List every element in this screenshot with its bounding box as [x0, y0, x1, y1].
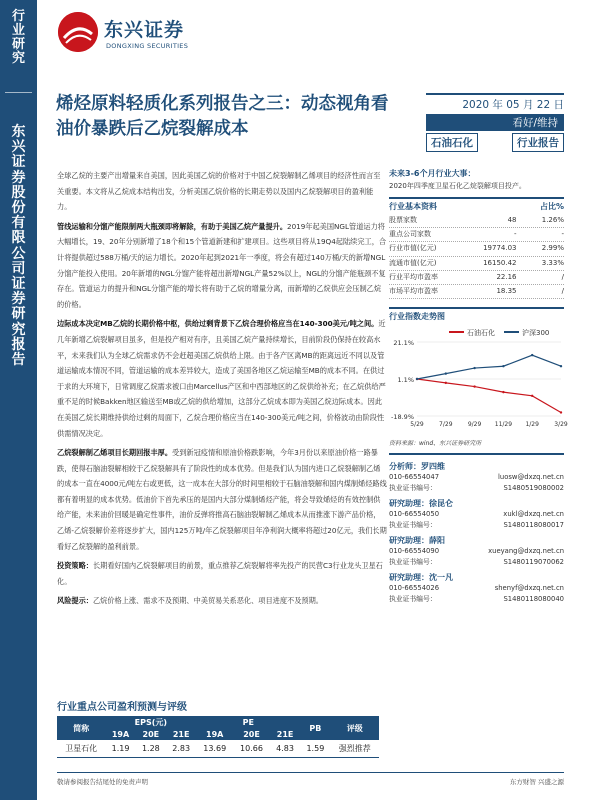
- right-column: [389, 168, 568, 605]
- analyst-phone: 010-66554090: [389, 547, 440, 556]
- paragraph-text: 近几年新增乙烷裂解项目虽多，但是投产相对有序，且美国乙烷产量持续增长，目前阶段仍保持在较高水平，未来我们认为全球乙烷需求仍不会赶超美国乙烷供给上限。由于各产区离MB的距离远近不同以及管道运输成本情况不同，管道运输的成本差异较大，造成了美国各地区乙烷运输至MB的成本不同。在供过于求的大环境下，日常调度乙烷需求被口由Marcellus产区和中西部地区的乙烷供给补充；在乙烷供给严重不足的时候Bakken地区输送至MB或乙烷的供给增加，这部分乙烷成本即为美国乙烷边际成本。因此在美国乙烷长期维持供给过剩的局面下，乙烷合理价格应当在140-300美元/吨之间，价格波动由阶段性供需情况决定。: [57, 319, 386, 438]
- basic-info-cell: 股票家数: [389, 216, 417, 224]
- page-footer: [57, 772, 564, 786]
- analyst-email[interactable]: luosw@dxzq.net.cn: [498, 473, 564, 482]
- analyst-cert: [389, 557, 564, 568]
- paragraph-heading: 风险提示：: [57, 596, 93, 606]
- paragraph-text: 乙烷价格上涨、需求不及预期、中美贸易关系恶化、项目进度不及预期。: [92, 596, 323, 606]
- cell: 2.83: [166, 740, 196, 758]
- cert-label: 执业证书编号：: [389, 595, 437, 604]
- paragraph-text: 2019年起美国NGL管道运力将大幅增长，19、20年分别新增了18个和15个管道新建和扩建项目。这些项目将从19Q4起陆续完工，合计将提供超过588万桶/天的运力增长。2020年起到2021年一季度，将会有超过140万桶/天的新增NGL分馏产能投入使用。20年新增的NGL分馏产能将超出新增NGL产量52%以上，NGL的分馏产能瓶颈不复存在。管道运力的提升和NGL分馏产能的增长将有助于乙烷的增量分离，而新增的乙烷供应会压制乙烷的价格。: [57, 221, 387, 309]
- basic-info-cell: 3.33%: [541, 258, 564, 267]
- cert-number: S1480118080017: [503, 521, 564, 530]
- basic-info-cell: 2.99%: [541, 244, 564, 253]
- data-point: [531, 395, 533, 397]
- perf-title: 行业指数走势图: [389, 312, 445, 322]
- cell: 卫星石化: [57, 740, 105, 758]
- paragraph-heading: 边际成本决定MB乙烷的长期价格中枢，供给过剩背景下乙烷合理价格应当在140-300美元/吨之间。: [57, 319, 379, 329]
- paragraph: [57, 316, 387, 441]
- basic-info-cell: 重点公司家数: [389, 230, 431, 239]
- paragraph-heading: 投资策略：: [57, 561, 93, 571]
- year-header: 19A: [196, 729, 233, 740]
- cert-number: S1480519080002: [503, 484, 564, 493]
- sidebar-divider: [5, 92, 32, 93]
- data-point: [502, 391, 504, 393]
- paragraph-text: 长期看好国内乙烷裂解项目的前景，重点推荐乙烷裂解将率先投产的民营C3行业龙头卫星石化。: [57, 561, 383, 586]
- analyst-card: [389, 572, 564, 605]
- basic-info-cell: 市场平均市盈率: [389, 287, 438, 296]
- cell: 13.69: [196, 740, 233, 758]
- x-tick-label: 3/29: [554, 421, 568, 429]
- sidebar-top-char: 研: [11, 37, 25, 52]
- sidebar-main-char: 报: [11, 336, 26, 353]
- report-meta: [426, 93, 564, 152]
- report-date: 2020 年 05 月 22 日: [462, 99, 564, 111]
- paragraph-heading: 乙烷裂解制乙烯项目长期回报丰厚。: [57, 448, 173, 458]
- basic-info-cell: 流通市值(亿元): [389, 258, 437, 267]
- cell: 10.66: [233, 740, 270, 758]
- sidebar-main-char: 东: [11, 124, 26, 140]
- forecast-table: [57, 716, 379, 758]
- sidebar-main-char: 有: [11, 215, 26, 232]
- company-logo: [58, 12, 188, 52]
- sidebar-main-char: 券: [11, 291, 26, 308]
- paragraph: [57, 445, 387, 554]
- analyst-cert: [389, 520, 564, 531]
- cell: 4.83: [270, 740, 300, 758]
- y-tick-label: 1.1%: [397, 376, 414, 385]
- table-row: [57, 740, 379, 758]
- cell: 1.28: [136, 740, 166, 758]
- paragraph: [57, 168, 387, 215]
- data-point: [416, 378, 418, 380]
- analyst-contact: [389, 472, 564, 483]
- sidebar-main-label: [0, 125, 37, 368]
- y-tick-label: -18.9%: [391, 413, 414, 422]
- sidebar-main-char: 限: [11, 230, 26, 247]
- logo-text-en: DONGXING SECURITIES: [106, 41, 189, 50]
- footer-slogan: 东方财智 兴盛之源: [509, 778, 564, 786]
- basic-info-table: [389, 214, 564, 299]
- analyst-email[interactable]: shenyf@dxzq.net.cn: [494, 584, 564, 593]
- basic-info-cell: 19774.03: [483, 244, 517, 253]
- data-point: [445, 373, 447, 375]
- basic-info-cell: -: [513, 230, 517, 239]
- cert-number: S1480119070062: [503, 558, 564, 567]
- data-point: [560, 365, 562, 367]
- logo-text: 东兴证券: [104, 18, 185, 41]
- legend-label: 石油石化: [467, 329, 495, 338]
- analyst-section: [389, 453, 564, 457]
- perf-header: [389, 307, 564, 324]
- rating-badge: 看好/维持: [426, 114, 564, 131]
- analyst-name: 研究助理：徐昆仑: [389, 499, 453, 509]
- sidebar-main-char: 份: [11, 200, 26, 217]
- data-point: [502, 365, 504, 367]
- cell: 强烈推荐: [331, 740, 379, 758]
- cert-number: S1480118080040: [503, 595, 564, 604]
- x-tick-label: 11/29: [494, 421, 513, 429]
- x-tick-label: 7/29: [439, 421, 453, 429]
- sidebar-top: [0, 0, 37, 88]
- sidebar-main-char: 研: [11, 306, 26, 323]
- analyst-cert: [389, 483, 564, 494]
- x-tick-label: 9/29: [467, 421, 482, 429]
- data-point: [531, 354, 533, 356]
- basic-info-cell: 22.16: [496, 272, 517, 281]
- year-header: 20E: [233, 729, 270, 740]
- data-point: [445, 382, 447, 384]
- cert-label: 执业证书编号：: [389, 484, 437, 493]
- x-tick-label: 5/29: [410, 421, 424, 429]
- logo-icon: [58, 12, 98, 52]
- data-point: [473, 386, 475, 388]
- sidebar-main-char: 公: [11, 245, 26, 262]
- col-eps: EPS(元): [105, 716, 196, 729]
- analyst-phone: 010-66554026: [389, 584, 440, 593]
- chart-source: 资料来源：wind、东兴证券研究所: [389, 440, 482, 448]
- analyst-list: [389, 461, 564, 605]
- basic-info-cell: 1.26%: [541, 216, 564, 224]
- x-tick-label: 1/29: [525, 421, 539, 429]
- basic-info-cell: 48: [507, 216, 517, 224]
- year-header: 21E: [270, 729, 300, 740]
- cert-label: 执业证书编号：: [389, 521, 437, 530]
- basic-info-row: [389, 271, 564, 285]
- sidebar-top-char: 究: [11, 51, 25, 66]
- sidebar-main-char: 告: [11, 352, 26, 369]
- outlook-label: 未来3-6个月行业大事：: [389, 169, 476, 178]
- footer-disclaimer: 敬请参阅报告结尾处的免责声明: [57, 778, 148, 786]
- analyst-contact: [389, 509, 564, 520]
- basic-info-pct-header: 占比%: [539, 202, 564, 211]
- data-point: [473, 367, 475, 369]
- sidebar-top-char: 业: [11, 23, 25, 38]
- cell: 1.19: [105, 740, 135, 758]
- analyst-contact: [389, 583, 564, 594]
- series-line: [417, 379, 561, 412]
- analyst-name: 研究助理：沈一凡: [389, 573, 453, 583]
- performance-chart: [389, 324, 568, 434]
- analyst-email[interactable]: xueyang@dxzq.net.cn: [488, 547, 564, 556]
- cell: 1.59: [300, 740, 330, 758]
- analyst-phone: 010-66554047: [389, 473, 440, 482]
- sidebar-top-char: 行: [11, 9, 25, 24]
- paragraph: [57, 219, 387, 313]
- analyst-cert: [389, 594, 564, 605]
- sidebar-main-char: 券: [11, 169, 26, 186]
- sidebar-main-char: 究: [11, 321, 26, 338]
- sidebar-main-char: 司: [11, 260, 26, 277]
- basic-info-row: [389, 228, 564, 242]
- basic-info-cell: 16150.42: [483, 258, 517, 267]
- paragraph-heading: 管线运输和分馏产能限制两大瓶颈即将解除，有助于美国乙烷产量提升。: [57, 221, 288, 231]
- year-header: 19A: [105, 729, 135, 740]
- basic-info-cell: -: [561, 230, 564, 239]
- sidebar: [0, 0, 37, 800]
- report-type-tag: 行业报告: [512, 133, 564, 152]
- col-pb: PB: [300, 716, 330, 740]
- paragraph: [57, 593, 387, 609]
- cert-label: 执业证书编号：: [389, 558, 437, 567]
- year-header: 21E: [166, 729, 196, 740]
- series-line: [417, 355, 561, 379]
- sidebar-main-char: 证: [11, 154, 26, 171]
- sidebar-main-char: 兴: [11, 139, 26, 156]
- analyst-email[interactable]: xukl@dxzq.net.cn: [503, 510, 564, 519]
- basic-info-row: [389, 214, 564, 228]
- analyst-name: 研究助理：薛阳: [389, 536, 445, 546]
- basic-info-row: [389, 242, 564, 256]
- basic-info-cell: /: [561, 272, 564, 281]
- basic-info-title: 行业基本资料: [389, 202, 437, 211]
- report-body: [57, 168, 387, 613]
- year-header: 20E: [136, 729, 166, 740]
- paragraph-text: 全球乙烷的主要产出增量来自美国，因此美国乙烷的价格对于中国乙烷裂解制乙烯项目的经济性而言至关重要。本文将从乙烷成本结构出发，分析美国乙烷价格的长期走势以及国内乙烷裂解项目的盈利能力。: [57, 171, 381, 212]
- analyst-phone: 010-66554050: [389, 510, 440, 519]
- report-title: 烯烃原料轻质化系列报告之三：动态视角看油价暴跌后乙烷裂解成本: [56, 94, 389, 139]
- sidebar-main-char: 证: [11, 276, 26, 293]
- paragraph-text: 受到新冠疫情和原油价格跌影响，今年3月份以来原油价格一路暴跌，使得石脑油裂解相较于乙烷裂解具有了阶段性的成本优势。但是我们认为国内进口乙烷裂解制乙烯的成本一直在4000元/吨左右或更低，这一成本在大部分的时间里相较于石脑油裂解和国内煤制烯烃路线都有着明显的成本优势。低油价下首先承压的是国内大部分煤制烯烃产能，将会导致烯烃的有效控制供给产能，未来油价回暖是确定性事件，油价反弹将推高石脑油裂解制乙烯成本从而推涨下游产品价格，乙烯-乙烷裂解价差将逐步扩大，国内125万吨/年乙烷裂解项目年净利润大概率将超过20亿元，我们长期看好乙烷裂解的盈利前景。: [57, 448, 387, 551]
- basic-info-cell: /: [561, 287, 564, 296]
- industry-tag: 石油石化: [426, 133, 478, 152]
- analyst-name: 分析师：罗四维: [389, 462, 445, 472]
- basic-info-cell: 行业市值(亿元): [389, 244, 437, 253]
- y-tick-label: 21.1%: [393, 339, 414, 348]
- col-name: 简称: [57, 716, 105, 740]
- analyst-contact: [389, 546, 564, 557]
- col-pe: PE: [196, 716, 300, 729]
- basic-info-row: [389, 257, 564, 271]
- analyst-card: [389, 498, 564, 531]
- legend-label: 沪深300: [522, 329, 550, 338]
- forecast-title: 行业重点公司盈利预测与评级: [57, 702, 187, 713]
- basic-info-header: [389, 197, 564, 214]
- paragraph: [57, 558, 387, 589]
- outlook-text: 2020年四季度卫星石化乙烷裂解项目投产。: [389, 182, 526, 190]
- analyst-card: [389, 535, 564, 568]
- sidebar-main-char: 股: [11, 184, 26, 201]
- analyst-card: [389, 461, 564, 494]
- basic-info-cell: 18.35: [496, 287, 517, 296]
- data-point: [560, 412, 562, 414]
- basic-info-cell: 行业平均市盈率: [389, 272, 438, 281]
- col-rating: 评级: [331, 716, 379, 740]
- basic-info-row: [389, 285, 564, 299]
